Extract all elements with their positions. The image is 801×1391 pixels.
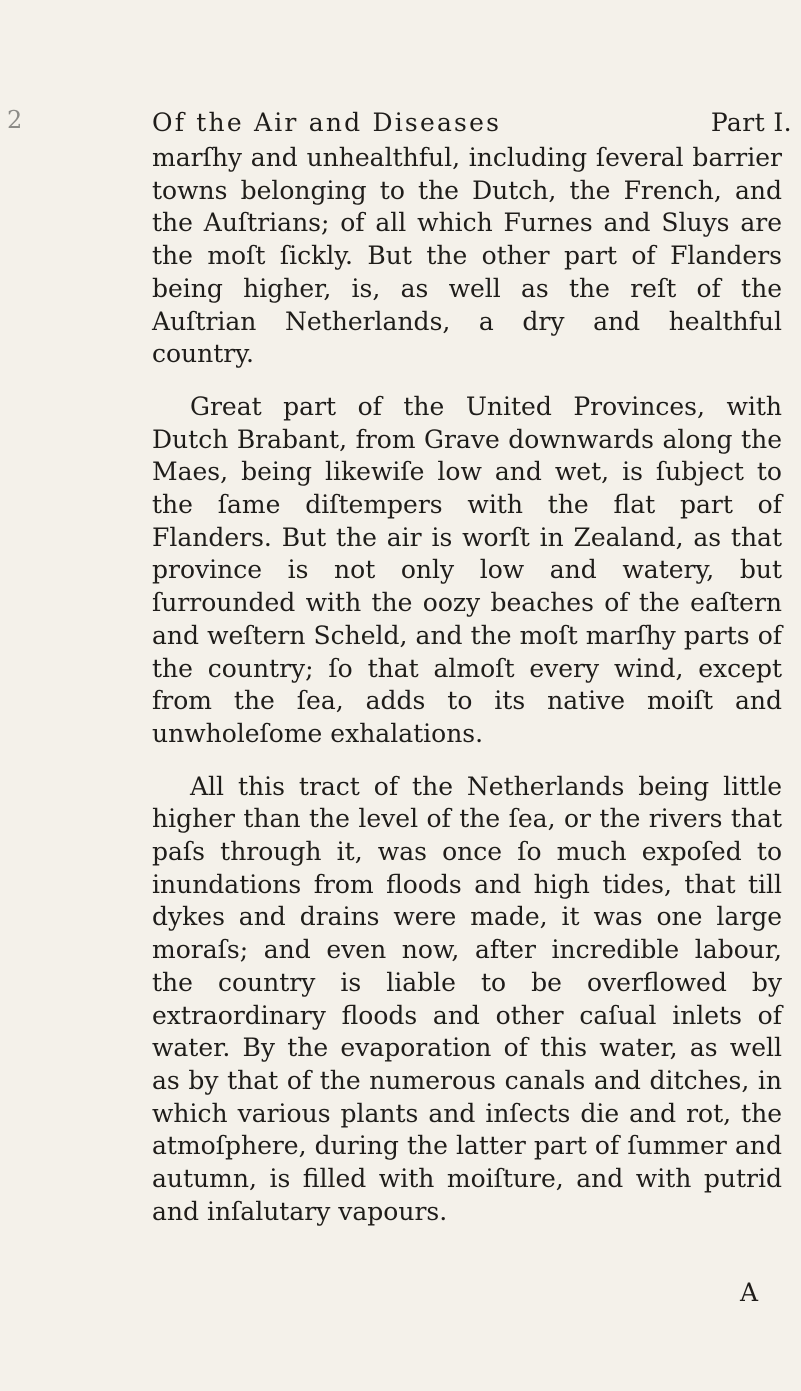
paragraph-2: Great part of the United Provinces, with Dutch Brabant, from Grave downwards along the Maes, being likewiſe low and wet, is ſubject to the ſame diſtempers with the flat part of Flanders. But the air is worſt in Zealand, as that province is not only low and watery, but ſurrounded with the oozy beaches of the eaſtern and weſtern Scheld, and the moſt marſhy parts of the country; ſo that almoſt every wind, except from the ſea, adds to its native moiſt and unwholeſome exhalations. [152, 391, 782, 748]
paragraph-3: All this tract of the Netherlands being little higher than the level of the ſea, or the rivers that paſs through it, was once ſo much expoſed to inundations from floods and high tides, that till dykes and drains were made, it was one large moraſs; and even now, after incredible labour, the country is liable to be overflowed by extraordinary floods and other caſual inlets of water. By the evaporation of this water, as well as by that of the numerous canals and ditches, in which various plants and inſects die and rot, the atmoſphere, during the latter part of ſummer and autumn, is filled with moiſture, and with putrid and inſalutary vapours. [152, 771, 782, 1226]
part-label: Part I. [710, 108, 792, 137]
paragraph-1: marſhy and unhealthful, including ſeveral barrier towns belonging to the Dutch, the French, and the Auſtrians; of all which Furnes and Sluys are the moſt ſickly. But the other part of Flanders being higher, is, as well as the reſt of the Auſtrian Netherlands, a dry and healthful country. [152, 143, 782, 369]
page-number: 2 [7, 106, 23, 134]
catchword: A [740, 1278, 759, 1307]
running-title: Of the Air and Diseases [152, 108, 502, 137]
running-header [152, 108, 792, 138]
body-text [152, 142, 782, 1229]
